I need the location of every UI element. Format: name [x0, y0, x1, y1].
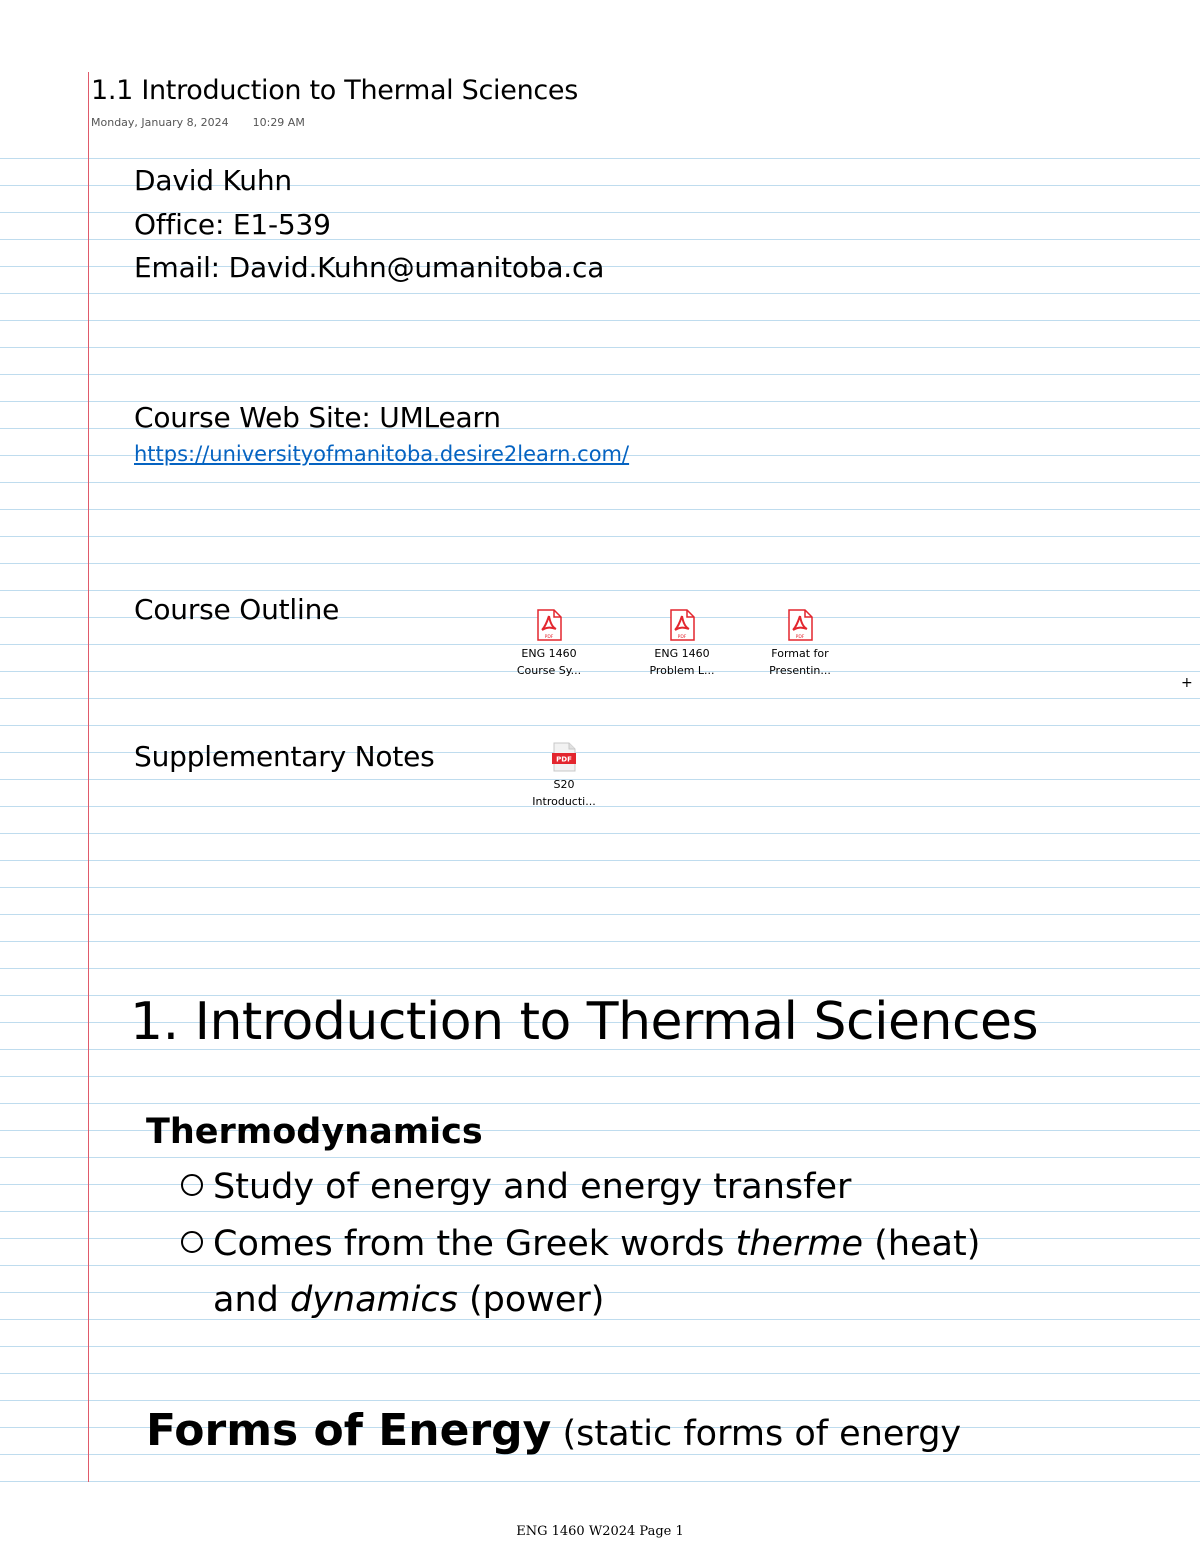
pdf-icon	[787, 609, 813, 641]
attachment-name-line2: Course Sy...	[516, 664, 582, 677]
page-header-area	[0, 0, 1200, 132]
attachment-name-line1: S20	[553, 778, 575, 791]
page-title[interactable]: 1.1 Introduction to Thermal Sciences	[91, 75, 578, 106]
bullet-text: Comes from the Greek words	[213, 1224, 736, 1264]
attachment-name-line2: Problem L...	[649, 664, 715, 677]
pdf-icon	[669, 609, 695, 641]
page-footer-area	[0, 1486, 1200, 1553]
forms-heading-note: (static forms of energy	[551, 1414, 962, 1454]
pdf-badge: PDF	[556, 755, 572, 764]
term-therme: therme	[735, 1224, 864, 1264]
forms-of-energy-heading	[146, 1405, 961, 1456]
course-site-label: Course Web Site: UMLearn	[134, 401, 501, 434]
attachment-supplementary-notes[interactable]	[519, 742, 609, 810]
attachment-course-syllabus[interactable]	[504, 609, 594, 679]
bullet-text: (heat)	[863, 1224, 981, 1264]
attachment-name-line2: Presentin...	[769, 664, 831, 677]
attachment-problem-list[interactable]	[637, 609, 727, 679]
page-date: Monday, January 8, 2024	[91, 116, 229, 129]
page-timestamp	[91, 116, 305, 129]
attachment-name-line1: Format for	[771, 647, 829, 660]
term-dynamics: dynamics	[289, 1280, 458, 1320]
attachment-presentation-format[interactable]	[755, 609, 845, 679]
section-heading: 1. Introduction to Thermal Sciences	[130, 992, 1039, 1052]
attachment-name-line1: ENG 1460	[654, 647, 710, 660]
thermodynamics-heading: Thermodynamics	[146, 1112, 483, 1152]
svg-text:PDF: PDF	[795, 635, 805, 640]
supplementary-notes-label: Supplementary Notes	[134, 740, 435, 773]
bullet-text: and	[213, 1280, 290, 1320]
instructor-name: David Kuhn	[134, 164, 292, 197]
email-info: Email: David.Kuhn@umanitoba.ca	[134, 251, 605, 284]
bullet-text: (power)	[457, 1280, 605, 1320]
pdf-icon	[536, 609, 562, 641]
attachment-name-line1: ENG 1460	[521, 647, 577, 660]
margin-line	[88, 72, 89, 1482]
plus-icon[interactable]: +	[1181, 675, 1193, 691]
attachment-name-line2: Introducti...	[532, 795, 596, 808]
forms-heading-bold: Forms of Energy	[146, 1405, 552, 1456]
page-footer: ENG 1460 W2024 Page 1	[516, 1524, 684, 1539]
course-site-link[interactable]: https://universityofmanitoba.desire2learn.com/	[134, 442, 630, 466]
bullet-text: Study of energy and energy transfer	[213, 1167, 852, 1207]
course-outline-label: Course Outline	[134, 593, 340, 626]
svg-text:PDF: PDF	[544, 635, 554, 640]
bullet-item	[181, 1167, 851, 1207]
svg-text:PDF: PDF	[677, 635, 687, 640]
office-info: Office: E1-539	[134, 208, 331, 241]
bullet-continuation	[213, 1280, 604, 1320]
pdf-file-icon	[551, 742, 577, 772]
page-time: 10:29 AM	[252, 116, 305, 129]
bullet-circle-icon	[181, 1231, 203, 1253]
bullet-item	[181, 1224, 980, 1264]
bullet-circle-icon	[181, 1174, 203, 1196]
